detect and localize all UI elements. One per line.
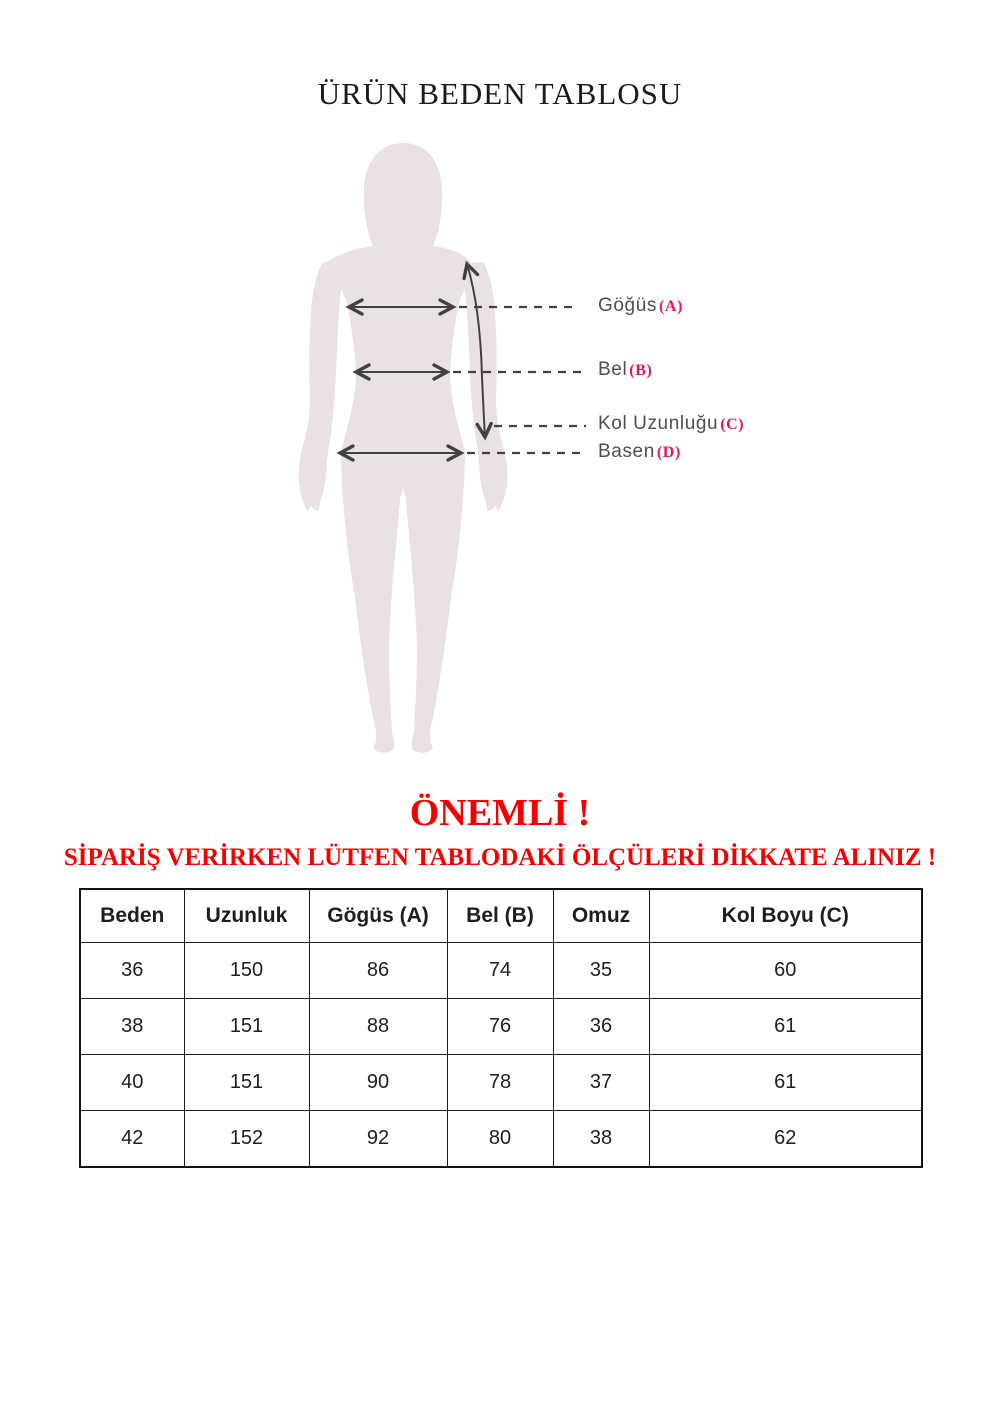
cell-beden: 40 (80, 1055, 184, 1111)
cell-omuz: 38 (553, 1111, 649, 1168)
cell-bel: 74 (447, 943, 553, 999)
waist-label-text: Bel (598, 359, 628, 380)
size-table-row-40 (80, 1055, 922, 1111)
cell-omuz: 35 (553, 943, 649, 999)
hip-label-text: Basen (598, 441, 655, 462)
cell-beden: 42 (80, 1111, 184, 1168)
arm-length-label-text: Kol Uzunluğu (598, 413, 719, 434)
col-header-beden: Beden (80, 889, 184, 943)
chest-label (598, 295, 683, 317)
cell-uzunluk: 151 (184, 1055, 309, 1111)
size-table-row-38 (80, 999, 922, 1055)
important-heading: ÖNEMLİ ! (409, 792, 591, 834)
hip-label (598, 441, 681, 463)
chest-label-text: Göğüs (598, 295, 657, 316)
cell-omuz: 37 (553, 1055, 649, 1111)
col-header-bel: Bel (B) (447, 889, 553, 943)
female-silhouette-graphic (280, 135, 610, 765)
cell-gogus: 86 (309, 943, 447, 999)
page-title: ÜRÜN BEDEN TABLOSU (317, 76, 683, 111)
cell-gogus: 92 (309, 1111, 447, 1168)
col-header-kol-boyu: Kol Boyu (C) (649, 889, 922, 943)
col-header-omuz: Omuz (553, 889, 649, 943)
cell-gogus: 90 (309, 1055, 447, 1111)
cell-beden: 38 (80, 999, 184, 1055)
cell-bel: 76 (447, 999, 553, 1055)
size-table-header-row (80, 889, 922, 943)
cell-omuz: 36 (553, 999, 649, 1055)
arm-length-label-letter: (C) (720, 416, 745, 433)
warning-text: SİPARİŞ VERİRKEN LÜTFEN TABLODAKİ ÖLÇÜLERİ DİKKATE ALINIZ ! (63, 844, 937, 871)
size-table-row-36 (80, 943, 922, 999)
cell-bel: 80 (447, 1111, 553, 1168)
waist-label-letter: (B) (629, 362, 653, 379)
chest-label-letter: (A) (658, 298, 683, 315)
cell-kol-boyu: 60 (649, 943, 922, 999)
col-header-gogus: Gögüs (A) (309, 889, 447, 943)
body-measurement-diagram (0, 135, 1000, 765)
size-table-row-42 (80, 1111, 922, 1168)
cell-uzunluk: 151 (184, 999, 309, 1055)
size-table (79, 888, 923, 1168)
cell-kol-boyu: 61 (649, 1055, 922, 1111)
cell-kol-boyu: 62 (649, 1111, 922, 1168)
hip-label-letter: (D) (656, 444, 681, 461)
cell-uzunluk: 152 (184, 1111, 309, 1168)
cell-kol-boyu: 61 (649, 999, 922, 1055)
cell-gogus: 88 (309, 999, 447, 1055)
waist-label (598, 359, 652, 381)
cell-beden: 36 (80, 943, 184, 999)
silhouette-shape (299, 143, 508, 753)
cell-bel: 78 (447, 1055, 553, 1111)
col-header-uzunluk: Uzunluk (184, 889, 309, 943)
cell-uzunluk: 150 (184, 943, 309, 999)
arm-length-label (598, 413, 744, 435)
